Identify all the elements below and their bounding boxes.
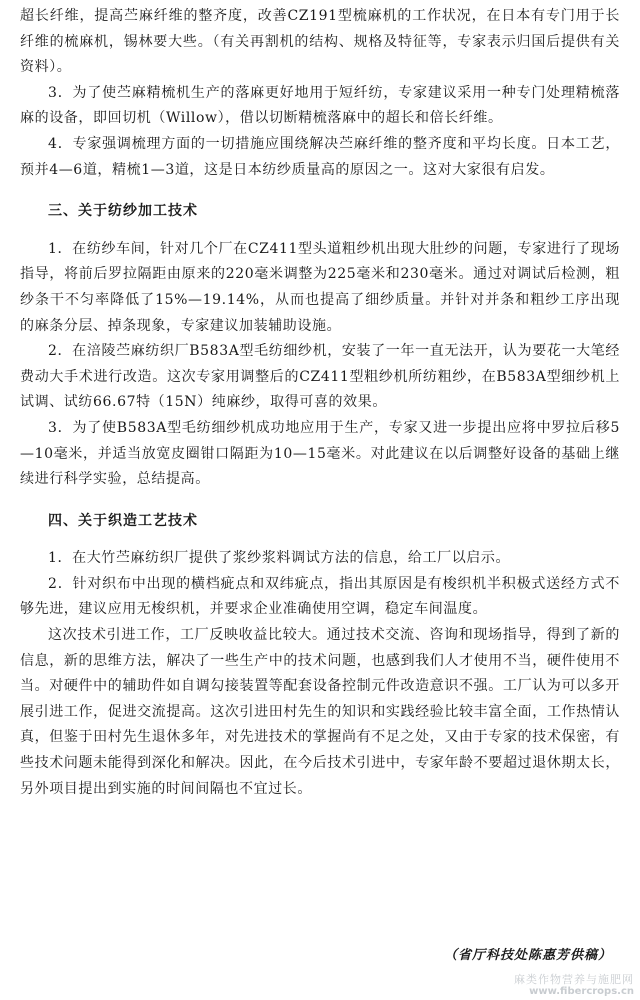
watermark-text: 麻类作物营养与施肥网 [514,973,634,986]
source-credit: （省厅科技处陈惠芳供稿） [443,948,612,963]
spinning-paragraph-3: 3．为了使B583A型毛纺细纱机成功地应用于生产，专家又进一步提出应将中罗拉后移5—10毫米，并适当放宽皮圈钳口隔距为10—15毫米。对此建议在以后调整好设备的基础上继续进行科学实验，总结提高。 [20,419,620,488]
section-heading-spinning: 三、关于纺纱加工技术 [48,203,198,220]
section-heading-weaving: 四、关于织造工艺技术 [48,512,198,529]
paragraph-item-3: 3．为了使苎麻精梳机生产的落麻更好地用于短纤纺，专家建议采用一种专门处理精梳落麻的设备，即回切机（Willow），借以切断精梳落麻中的超长和倍长纤维。 [20,84,620,127]
weaving-paragraph-2: 2．针对织布中出现的横档疵点和双纬疵点，指出其原因是有梭织机半积极式送经方式不够先进，建议应用无梭织机，并要求企业准确使用空调，稳定车间温度。 [20,575,620,618]
paragraph-continuation: 超长纤维，提高苎麻纤维的整齐度，改善CZ191型梳麻机的工作状况，在日本有专门用于长纤维的梳麻机，锡林要大些。（有关再割机的结构、规格及特征等，专家表示归国后提供有关资料）。 [20,8,620,76]
spinning-paragraph-1: 1．在纺纱车间，针对几个厂在CZ411型头道粗纱机出现大肚纱的问题，专家进行了现场指导，将前后罗拉隔距由原来的220毫米调整为225毫米和230毫米。通过对调试后检测，粗纱条干不匀率降低了15%—19.14%，从而也提高了细纱质量。并针对并条和粗纱工序出现的麻条分层、掉条现象，专家建议加装辅助设施。 [20,240,620,334]
paragraph-item-4: 4．专家强调梳理方面的一切措施应围绕解决苎麻纤维的整齐度和平均长度。日本工艺，预并4—6道，精梳1—3道，这是日本纺纱质量高的原因之一。这对大家很有启发。 [20,135,620,178]
spinning-paragraph-2: 2．在涪陵苎麻纺织厂B583A型毛纺细纱机，安装了一年一直无法开，认为要花一大笔经费动大手术进行改造。这次专家用调整后的CZ411型粗纱机所纺粗纱，在B583A型细纱机上试调、试纺66.67特（15N）纯麻纱，取得可喜的效果。 [20,343,620,411]
watermark-url: www.fibercrops.cn [529,986,634,997]
weaving-paragraph-1: 1．在大竹苎麻纺织厂提供了浆纱浆料调试方法的信息，给工厂以启示。 [48,550,511,567]
summary-paragraph: 这次技术引进工作，工厂反映收益比较大。通过技术交流、咨询和现场指导，得到了新的信息，新的思维方法，解决了一些生产中的技术问题，也感到我们人才使用不当，硬件使用不当。对硬件中的辅助件如自调勾接装置等配套设备控制元件改造意识不强。工厂认为可以多开展引进工作，促进交流提高。这次引进田村先生的知识和实践经验比较丰富全面，工作热情认真，但鉴于田村先生退休多年，对先进技术的掌握尚有不足之处，又由于专家的技术保密，有些技术问题未能得到深化和解决。因此，在今后技术引进中，专家年龄不要超过退休期太长，另外项目提出到实施的时间间隔也不宜过长。 [20,627,620,797]
site-watermark [514,974,634,998]
